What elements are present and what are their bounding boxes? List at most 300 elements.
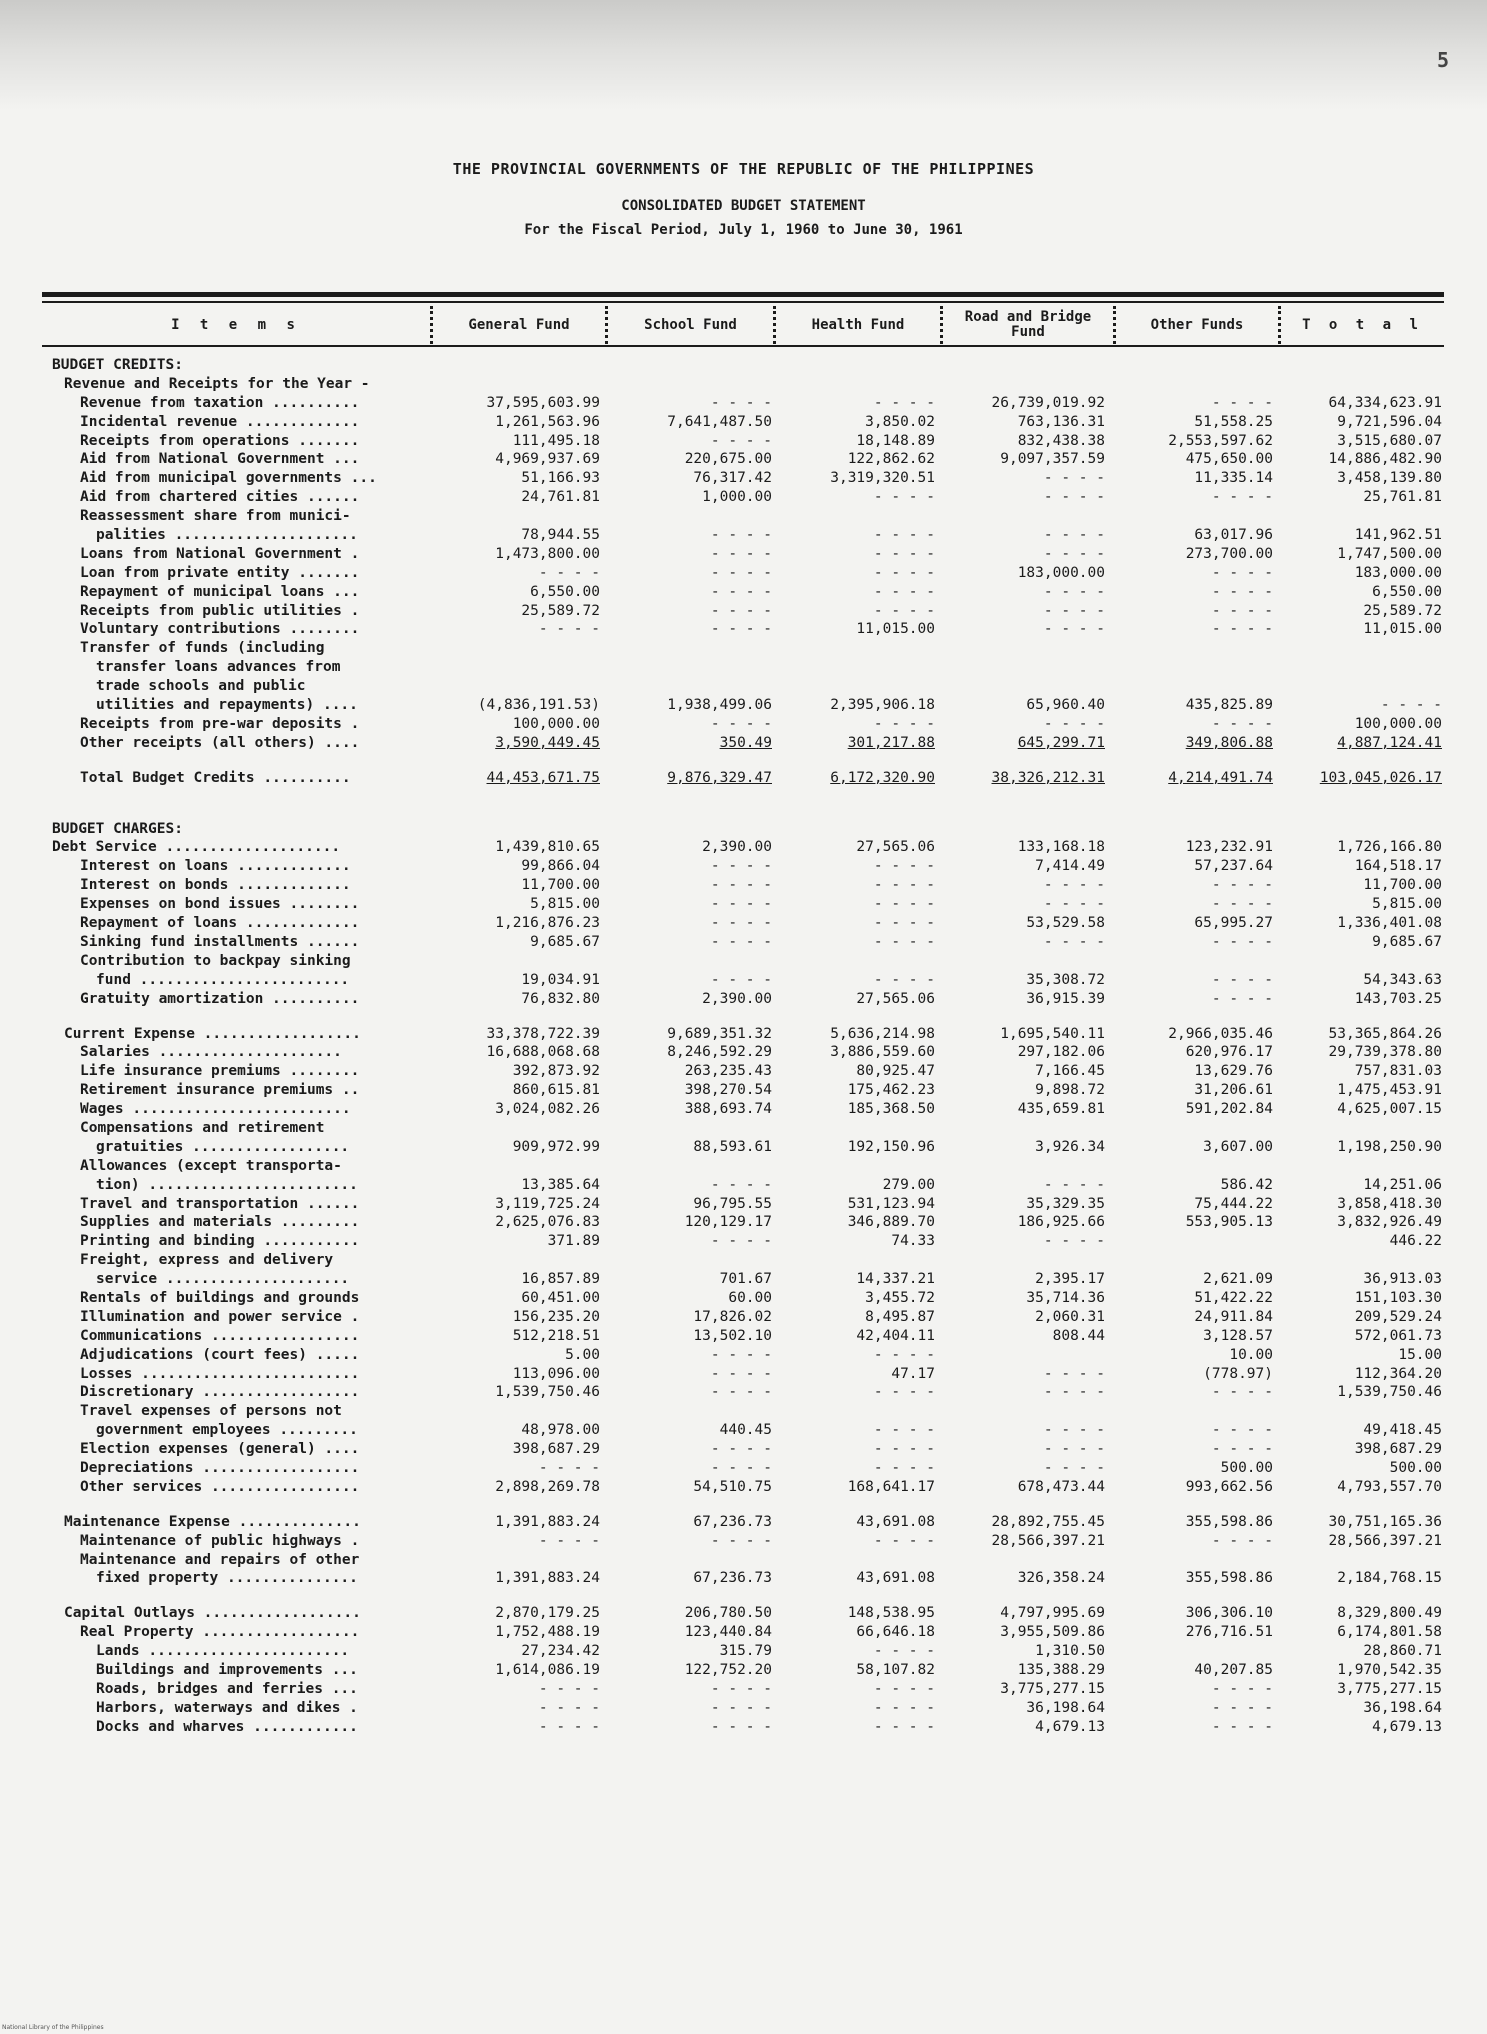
table-row [0,1623,1487,1642]
cell-value: - - - - [1211,990,1273,1007]
cell-value: - - - - [873,971,935,988]
cell-value: 591,202.84 [1185,1101,1273,1118]
column-header-other-funds: Other Funds [1150,316,1244,333]
cell-value: 122,752.20 [684,1662,772,1678]
cell-value: - - - - [710,933,772,950]
cell-value: 553,905.13 [1185,1214,1273,1231]
cell-value: 301,217.88 [847,734,935,751]
row-label: Losses ......................... [80,1365,360,1382]
cell-value: - - - - [538,1699,600,1716]
cell-value: 1,391,883.24 [495,1570,600,1587]
cell-value: - - - - [710,1441,772,1458]
cell-value: 67,236.73 [693,1570,772,1587]
cell-value: 355,598.86 [1185,1570,1273,1587]
cell-value: 2,625,076.83 [495,1214,600,1231]
table-row [0,820,1487,839]
cell-value: 75,444.22 [1194,1195,1273,1212]
row-label: trade schools and public [96,678,306,695]
table-row [0,1440,1487,1459]
row-label: Capital Outlays .................. [64,1605,361,1622]
cell-value: 4,887,124.41 [1337,734,1442,751]
cell-value: - - - - [710,583,772,600]
cell-value: 757,831.03 [1354,1063,1442,1080]
cell-value: 4,969,937.69 [495,451,600,468]
cell-value: - - - - [873,545,935,562]
cell-value: 100,000.00 [1354,715,1442,732]
cell-value: 531,123.94 [847,1195,935,1212]
cell-value: 7,641,487.50 [667,413,772,430]
table-row [0,804,1487,820]
cell-value: 1,000.00 [702,489,772,506]
cell-value: 7,166.45 [1035,1063,1105,1080]
table-row [0,583,1487,602]
cell-value: 44,453,671.75 [486,769,600,786]
row-label: utilities and repayments) .... [96,697,358,714]
cell-value: 57,237.64 [1194,858,1273,875]
table-row [0,450,1487,469]
table-row [0,1551,1487,1570]
cell-value: 326,358.24 [1017,1570,1105,1587]
document-subtitle: CONSOLIDATED BUDGET STATEMENT [621,198,866,214]
cell-value: 3,515,680.07 [1337,432,1442,449]
table-row [0,1195,1487,1214]
cell-value: 398,687.29 [512,1441,600,1458]
cell-value: 276,716.51 [1185,1624,1273,1641]
cell-value: - - - - [710,621,772,638]
cell-value: - - - - [873,1718,935,1735]
cell-value: 27,565.06 [856,839,935,856]
cell-value: 35,714.36 [1026,1289,1105,1306]
cell-value: 355,598.86 [1185,1513,1273,1530]
cell-value: - - - - [710,545,772,562]
row-label: Repayment of loans ............. [80,915,360,932]
cell-value: - - - - [538,1718,600,1735]
cell-value: 10.00 [1229,1346,1273,1363]
table-row [0,1661,1487,1680]
cell-value: - - - - [873,933,935,950]
cell-value: 135,388.29 [1017,1662,1105,1678]
cell-value: 120,129.17 [684,1214,772,1231]
cell-value: 1,216,876.23 [495,915,600,932]
row-label: Receipts from pre-war deposits . [80,715,360,732]
row-label: Interest on loans ............. [80,858,351,875]
cell-value: 2,966,035.46 [1168,1025,1273,1042]
cell-value: - - - - [1043,470,1105,487]
cell-value: - - - - [710,1459,772,1476]
cell-value: 148,538.95 [847,1605,935,1622]
cell-value: - - - - [1043,1441,1105,1458]
cell-value: 112,364.20 [1354,1365,1442,1382]
cell-value: 25,761.81 [1363,489,1442,506]
row-label: Interest on bonds ............. [80,877,351,894]
table-row [0,1308,1487,1327]
cell-value: 14,886,482.90 [1328,451,1442,468]
table-row [0,876,1487,895]
cell-value: 645,299.71 [1017,734,1105,751]
table-row [0,1346,1487,1365]
cell-value: - - - - [538,621,600,638]
cell-value: 24,911.84 [1194,1308,1273,1325]
cell-value: 26,739,019.92 [991,394,1105,411]
cell-value: 25,589.72 [1363,602,1442,619]
table-row [0,1459,1487,1478]
cell-value: 371.89 [547,1233,600,1250]
cell-value: 3,607.00 [1203,1138,1273,1155]
cell-value: - - - - [873,564,935,581]
cell-value: - - - - [1211,1532,1273,1549]
row-label: Debt Service .................... [52,839,341,856]
cell-value: 388,693.74 [684,1101,772,1118]
cell-value: 1,336,401.08 [1337,915,1442,932]
budget-table-body [0,356,1487,1737]
cell-value: 64,334,623.91 [1328,394,1442,411]
table-row [0,602,1487,621]
cell-value: - - - - [710,432,772,449]
cell-value: - - - - [1043,621,1105,638]
row-label: Roads, bridges and ferries ... [96,1680,358,1697]
cell-value: 29,739,378.80 [1328,1044,1442,1061]
row-label: service ..................... [96,1271,350,1288]
row-label: Life insurance premiums ........ [80,1063,360,1080]
cell-value: 17,826.02 [693,1308,772,1325]
cell-value: 3,319,320.51 [830,470,935,487]
table-row [0,734,1487,753]
cell-value: 60,451.00 [521,1289,600,1306]
cell-value: 35,329.35 [1026,1195,1105,1212]
cell-value: 3,850.02 [865,413,935,430]
cell-value: 53,529.58 [1026,915,1105,932]
row-label: Adjudications (court fees) ..... [80,1346,360,1363]
cell-value: 13,629.76 [1194,1063,1273,1080]
cell-value: 701.67 [719,1271,772,1288]
cell-value: 99,866.04 [521,858,600,875]
cell-value: - - - - [873,1532,935,1549]
table-row [0,1497,1487,1513]
cell-value: 143,703.25 [1354,990,1442,1007]
cell-value: - - - - [1211,583,1273,600]
cell-value: 76,832.80 [521,990,600,1007]
cell-value: 186,925.66 [1017,1214,1105,1231]
row-label: Wages ......................... [80,1101,351,1118]
cell-value: - - - - [710,971,772,988]
row-label: Real Property .................. [80,1624,360,1641]
cell-value: - - - - [873,1384,935,1401]
cell-value: 51,558.25 [1194,413,1273,430]
cell-value: 42,404.11 [856,1327,935,1344]
cell-value: 3,128.57 [1203,1327,1273,1344]
cell-value: 2,395.17 [1035,1271,1105,1288]
cell-value: 500.00 [1389,1459,1442,1476]
cell-value: - - - - [873,394,935,411]
cell-value: 30,751,165.36 [1328,1513,1442,1530]
row-label: Revenue from taxation .......... [80,394,360,411]
cell-value: 4,679.13 [1372,1718,1442,1735]
cell-value: - - - - [710,1365,772,1382]
row-label: Communications ................. [80,1327,360,1344]
cell-value: 53,365,864.26 [1328,1025,1442,1042]
table-row [0,990,1487,1009]
cell-value: 9,685.67 [530,933,600,950]
cell-value: 47.17 [891,1365,935,1382]
cell-value: 14,251.06 [1363,1176,1442,1193]
cell-value: 54,343.63 [1363,971,1442,988]
cell-value: 6,174,801.58 [1337,1624,1442,1641]
cell-value: - - - - [1043,489,1105,506]
cell-value: 43,691.08 [856,1570,935,1587]
table-row [0,1365,1487,1384]
cell-value: 4,797,995.69 [1000,1605,1105,1622]
table-row [0,769,1487,788]
cell-value: 1,391,883.24 [495,1513,600,1530]
table-row [0,838,1487,857]
table-row [0,413,1487,432]
table-row [0,1699,1487,1718]
table-row [0,1642,1487,1661]
row-label: Freight, express and delivery [80,1252,334,1269]
cell-value: 31,206.61 [1194,1082,1273,1099]
cell-value: - - - - [538,1680,600,1697]
table-header-rule [42,345,1444,347]
row-label: BUDGET CHARGES: [52,820,183,837]
table-row [0,696,1487,715]
cell-value: 1,475,453.91 [1337,1082,1442,1099]
cell-value: 54,510.75 [693,1478,772,1495]
table-row [0,488,1487,507]
cell-value: 315.79 [719,1643,772,1660]
cell-value: 2,395,906.18 [830,697,935,714]
cell-value: 1,539,750.46 [1337,1384,1442,1401]
cell-value: 151,103.30 [1354,1289,1442,1306]
row-label: palities ..................... [96,527,358,544]
table-row [0,1588,1487,1604]
cell-value: 25,589.72 [521,602,600,619]
table-row [0,1680,1487,1699]
table-row [0,375,1487,394]
table-row [0,677,1487,696]
row-label: transfer loans advances from [96,659,341,676]
cell-value: 63,017.96 [1194,527,1273,544]
cell-value: - - - - [1043,877,1105,894]
cell-value: 27,565.06 [856,990,935,1007]
cell-value: 3,458,139.80 [1337,470,1442,487]
cell-value: 620,976.17 [1185,1044,1273,1061]
cell-value: - - - - [1211,1384,1273,1401]
cell-value: - - - - [1043,527,1105,544]
table-row [0,1478,1487,1497]
cell-value: 763,136.31 [1017,413,1105,430]
cell-value: 113,096.00 [512,1365,600,1382]
cell-value: - - - - [873,1680,935,1697]
table-row [0,788,1487,804]
cell-value: 9,685.67 [1372,933,1442,950]
cell-value: - - - - [1211,715,1273,732]
cell-value: - - - - [710,394,772,411]
cell-value: 28,566,397.21 [1328,1532,1442,1549]
cell-value: 2,898,269.78 [495,1478,600,1495]
cell-value: 11,015.00 [1363,621,1442,638]
row-label: Retirement insurance premiums .. [80,1082,360,1099]
cell-value: 11,700.00 [521,877,600,894]
cell-value: 2,390.00 [702,990,772,1007]
cell-value: 4,679.13 [1035,1718,1105,1735]
row-label: fund ........................ [96,971,350,988]
cell-value: 24,761.81 [521,489,600,506]
cell-value: 11,700.00 [1363,877,1442,894]
page-number: 5 [1437,48,1450,72]
cell-value: 9,097,357.59 [1000,451,1105,468]
cell-value: 435,659.81 [1017,1101,1105,1118]
cell-value: - - - - [873,1643,935,1660]
table-row [0,394,1487,413]
cell-value: 103,045,026.17 [1319,769,1442,786]
table-top-rule [42,292,1444,297]
row-label: Allowances (except transporta- [80,1157,342,1174]
cell-value: 4,214,491.74 [1168,769,1273,786]
cell-value: 3,955,509.86 [1000,1624,1105,1641]
cell-value: 80,925.47 [856,1063,935,1080]
cell-value: 3,775,277.15 [1000,1680,1105,1697]
table-row [0,1176,1487,1195]
table-row [0,1157,1487,1176]
cell-value: 11,335.14 [1194,470,1273,487]
cell-value: 6,172,320.90 [830,769,935,786]
cell-value: - - - - [1043,545,1105,562]
table-row [0,432,1487,451]
cell-value: - - - - [710,858,772,875]
cell-value: - - - - [1211,1699,1273,1716]
cell-value: - - - - [1043,1176,1105,1193]
row-label: Current Expense .................. [64,1025,361,1042]
table-row [0,1513,1487,1532]
cell-value: - - - - [873,602,935,619]
row-label: Reassessment share from munici- [80,508,351,525]
table-row [0,1138,1487,1157]
table-row [0,914,1487,933]
cell-value: 78,944.55 [521,527,600,544]
cell-value: - - - - [873,1346,935,1363]
cell-value: 9,876,329.47 [667,769,772,786]
row-label: Repayment of municipal loans ... [80,583,360,600]
cell-value: 206,780.50 [684,1605,772,1622]
cell-value: 1,539,750.46 [495,1384,600,1401]
cell-value: 392,873.92 [512,1063,600,1080]
cell-value: - - - - [873,527,935,544]
cell-value: 1,970,542.35 [1337,1662,1442,1678]
cell-value: 860,615.81 [512,1082,600,1099]
cell-value: - - - - [710,1384,772,1401]
cell-value: 35,308.72 [1026,971,1105,988]
cell-value: 40,207.85 [1194,1662,1273,1678]
cell-value: 15.00 [1398,1346,1442,1363]
table-row [0,1718,1487,1737]
table-row [0,715,1487,734]
cell-value: 1,198,250.90 [1337,1138,1442,1155]
archive-footnote: National Library of the Philippines [2,2024,104,2031]
table-row [0,639,1487,658]
cell-value: 1,473,800.00 [495,545,600,562]
cell-value: - - - - [873,858,935,875]
cell-value: 475,650.00 [1185,451,1273,468]
cell-value: 37,595,603.99 [486,394,600,411]
table-row [0,1604,1487,1623]
cell-value: 1,726,166.80 [1337,839,1442,856]
cell-value: - - - - [1211,877,1273,894]
cell-value: - - - - [710,1699,772,1716]
row-label: Receipts from public utilities . [80,602,360,619]
cell-value: 185,368.50 [847,1101,935,1118]
row-label: Sinking fund installments ...... [80,933,360,950]
column-header-general-fund: General Fund [468,316,570,333]
table-row [0,952,1487,971]
row-label: Docks and wharves ............ [96,1718,358,1735]
cell-value: 2,390.00 [702,839,772,856]
cell-value: - - - - [1380,697,1442,714]
cell-value: 141,962.51 [1354,527,1442,544]
cell-value: - - - - [710,1718,772,1735]
cell-value: - - - - [1043,1422,1105,1439]
cell-value: 156,235.20 [512,1308,600,1325]
table-top-rule-thin [42,301,1444,303]
cell-value: 43,691.08 [856,1513,935,1530]
cell-value: - - - - [538,1532,600,1549]
row-label: Buildings and improvements ... [96,1662,358,1678]
cell-value: - - - - [1211,1680,1273,1697]
cell-value: - - - - [710,1532,772,1549]
cell-value: - - - - [1043,1384,1105,1401]
cell-value: (778.97) [1203,1365,1273,1382]
cell-value: - - - - [1211,564,1273,581]
cell-value: (4,836,191.53) [477,697,600,714]
cell-value: 9,689,351.32 [667,1025,772,1042]
cell-value: 96,795.55 [693,1195,772,1212]
cell-value: 164,518.17 [1354,858,1442,875]
row-label: BUDGET CREDITS: [52,357,183,373]
cell-value: 3,926.34 [1035,1138,1105,1155]
row-label: Aid from National Government ... [80,451,360,468]
row-label: Maintenance of public highways . [80,1532,360,1549]
cell-value: - - - - [1043,583,1105,600]
table-row [0,1025,1487,1044]
cell-value: - - - - [1043,896,1105,913]
table-row [0,1532,1487,1551]
cell-value: 346,889.70 [847,1214,935,1231]
table-row [0,933,1487,952]
cell-value: 9,721,596.04 [1337,413,1442,430]
cell-value: - - - - [710,1233,772,1250]
table-row [0,1081,1487,1100]
cell-value: 273,700.00 [1185,545,1273,562]
cell-value: 28,892,755.45 [991,1513,1105,1530]
cell-value: 60.00 [728,1289,772,1306]
cell-value: 14,337.21 [856,1271,935,1288]
cell-value: 3,886,559.60 [830,1044,935,1061]
cell-value: 122,862.62 [847,451,935,468]
cell-value: 51,166.93 [521,470,600,487]
cell-value: 111,495.18 [512,432,600,449]
table-row [0,1043,1487,1062]
cell-value: 16,857.89 [521,1271,600,1288]
cell-value: 13,502.10 [693,1327,772,1344]
cell-value: 440.45 [719,1422,772,1439]
cell-value: 4,625,007.15 [1337,1101,1442,1118]
cell-value: 297,182.06 [1017,1044,1105,1061]
table-row [0,507,1487,526]
cell-value: - - - - [710,915,772,932]
row-label: Rentals of buildings and grounds [80,1289,360,1306]
table-row [0,1383,1487,1402]
table-row [0,895,1487,914]
cell-value: 349,806.88 [1185,734,1273,751]
